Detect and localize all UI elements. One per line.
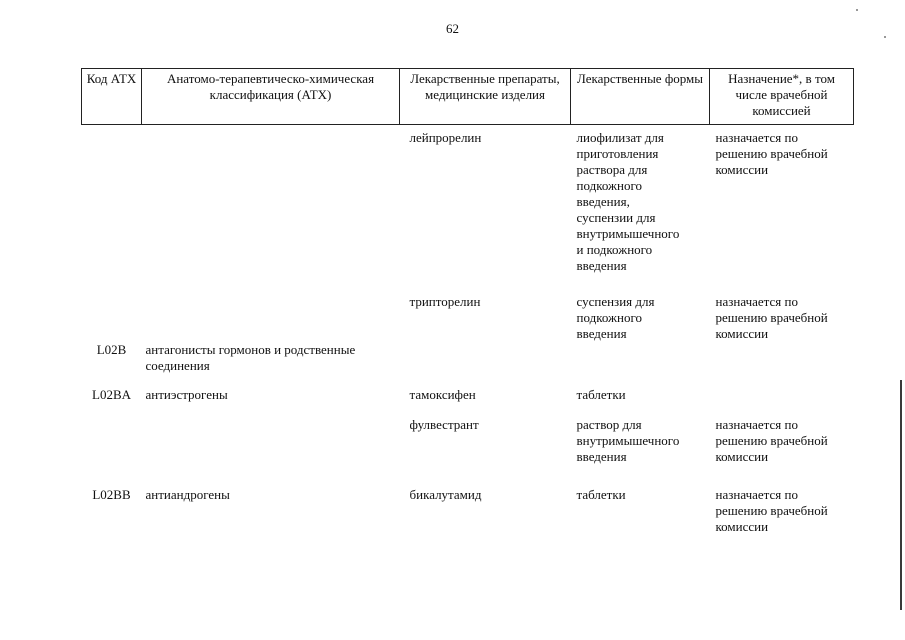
scan-edge-mark bbox=[900, 380, 902, 610]
cell-classification bbox=[142, 274, 400, 342]
cell-dosage-form: таблетки bbox=[576, 387, 626, 402]
cell-atc-code bbox=[82, 274, 142, 342]
table-row bbox=[82, 374, 854, 403]
cell-dosage-form: таблетки bbox=[576, 487, 626, 502]
cell-dosage-form bbox=[571, 342, 710, 374]
cell-purpose bbox=[710, 374, 854, 403]
header-drugs: Лекарственные препараты, медицинские изделия bbox=[400, 69, 571, 125]
cell-classification: антиэстрогены bbox=[145, 387, 228, 402]
header-row bbox=[82, 69, 854, 125]
cell-dosage-form: раствор для внутримышечного введения bbox=[576, 417, 680, 464]
cell-atc-code: L02BB bbox=[92, 487, 131, 502]
table-row bbox=[82, 274, 854, 342]
atc-drug-table bbox=[81, 68, 854, 535]
page-number: 62 bbox=[446, 21, 459, 36]
header-atc-code: Код АТХ bbox=[82, 69, 142, 125]
cell-drug: лейпрорелин bbox=[409, 130, 482, 145]
cell-purpose bbox=[710, 342, 854, 374]
cell-drug bbox=[400, 342, 571, 374]
cell-atc-code: L02BA bbox=[92, 387, 131, 402]
cell-classification bbox=[142, 125, 400, 275]
cell-drug: трипторелин bbox=[409, 294, 481, 309]
cell-dosage-form: лиофилизат для приготовления раствора для подкожного введения, суспензии для внутримышечного и подкожного введения bbox=[576, 130, 680, 273]
cell-purpose: назначается по решению врачебной комиссии bbox=[715, 417, 828, 464]
header-dosage-forms: Лекарственные формы bbox=[571, 69, 710, 125]
table-row bbox=[82, 403, 854, 465]
table-row bbox=[82, 465, 854, 535]
cell-classification bbox=[142, 403, 400, 465]
cell-atc-code bbox=[82, 403, 142, 465]
cell-classification: антиандрогены bbox=[145, 487, 230, 502]
scan-speck bbox=[856, 9, 858, 11]
cell-purpose: назначается по решению врачебной комиссии bbox=[715, 130, 828, 177]
cell-dosage-form: суспензия для подкожного введения bbox=[576, 294, 655, 341]
cell-purpose: назначается по решению врачебной комиссии bbox=[715, 487, 828, 534]
table-body bbox=[82, 125, 854, 536]
cell-classification: антагонисты гормонов и родственные соединения bbox=[145, 342, 356, 373]
table-row bbox=[82, 125, 854, 275]
cell-drug: тамоксифен bbox=[409, 387, 476, 402]
scan-speck bbox=[884, 36, 886, 38]
header-atc-classification: Анатомо-терапевтическо-химическая классификация (АТХ) bbox=[142, 69, 400, 125]
header-purpose: Назначение*, в том числе врачебной комиссией bbox=[710, 69, 854, 125]
cell-drug: бикалутамид bbox=[409, 487, 482, 502]
cell-atc-code: L02B bbox=[96, 342, 127, 357]
table-header bbox=[82, 69, 854, 125]
cell-purpose: назначается по решению врачебной комиссии bbox=[715, 294, 828, 341]
cell-atc-code bbox=[82, 125, 142, 275]
table-row bbox=[82, 342, 854, 374]
cell-drug: фулвестрант bbox=[409, 417, 479, 432]
